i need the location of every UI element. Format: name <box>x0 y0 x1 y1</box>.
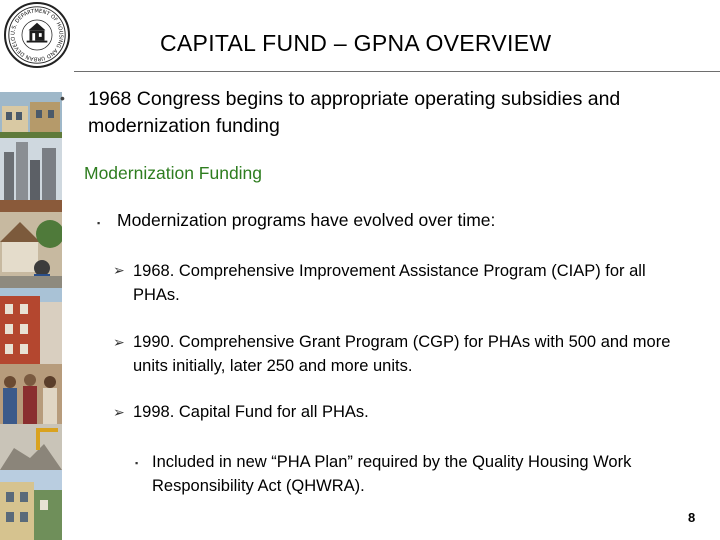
main-point: 1968 Congress begins to appropriate operating subsidies and modernization funding <box>88 88 621 137</box>
timeline-item: 1998. Capital Fund for all PHAs. <box>133 403 369 421</box>
sub-point: Modernization programs have evolved over time: <box>117 210 496 230</box>
photo-collage <box>0 92 62 540</box>
arrow-bullet-icon: ➢ <box>113 334 125 350</box>
timeline-detail: Included in new “PHA Plan” required by the Quality Housing Work Responsibility Act (QHWRA). <box>152 453 632 495</box>
demolition-photo <box>0 424 62 470</box>
apartment-building-photo <box>0 288 62 364</box>
city-skyline-photo <box>0 138 62 212</box>
neighborhood-photo <box>0 212 62 288</box>
bullet-dot: • <box>60 90 65 106</box>
hud-seal-logo <box>4 2 70 68</box>
title-divider <box>74 71 720 72</box>
new-housing-photo <box>0 470 62 540</box>
residents-group-photo <box>0 364 62 424</box>
section-label: Modernization Funding <box>84 163 263 183</box>
arrow-bullet-icon: ➢ <box>113 404 125 420</box>
arrow-bullet-icon: ➢ <box>113 262 125 278</box>
timeline-item: 1990. Comprehensive Grant Program (CGP) for PHAs with 500 and more units initially, later 250 and more units. <box>133 333 671 375</box>
seal-ring-text: U.S. DEPARTMENT OF HOUSING AND URBAN DEVELO <box>10 8 64 62</box>
square-bullet: ▪ <box>135 458 139 468</box>
page-number: 8 <box>688 510 696 525</box>
square-bullet: ▪ <box>97 218 101 228</box>
timeline-item: 1968. Comprehensive Improvement Assistance Program (CIAP) for all PHAs. <box>133 262 646 304</box>
slide-title: CAPITAL FUND – GPNA OVERVIEW <box>160 30 552 56</box>
rowhouse-photo <box>0 92 62 138</box>
